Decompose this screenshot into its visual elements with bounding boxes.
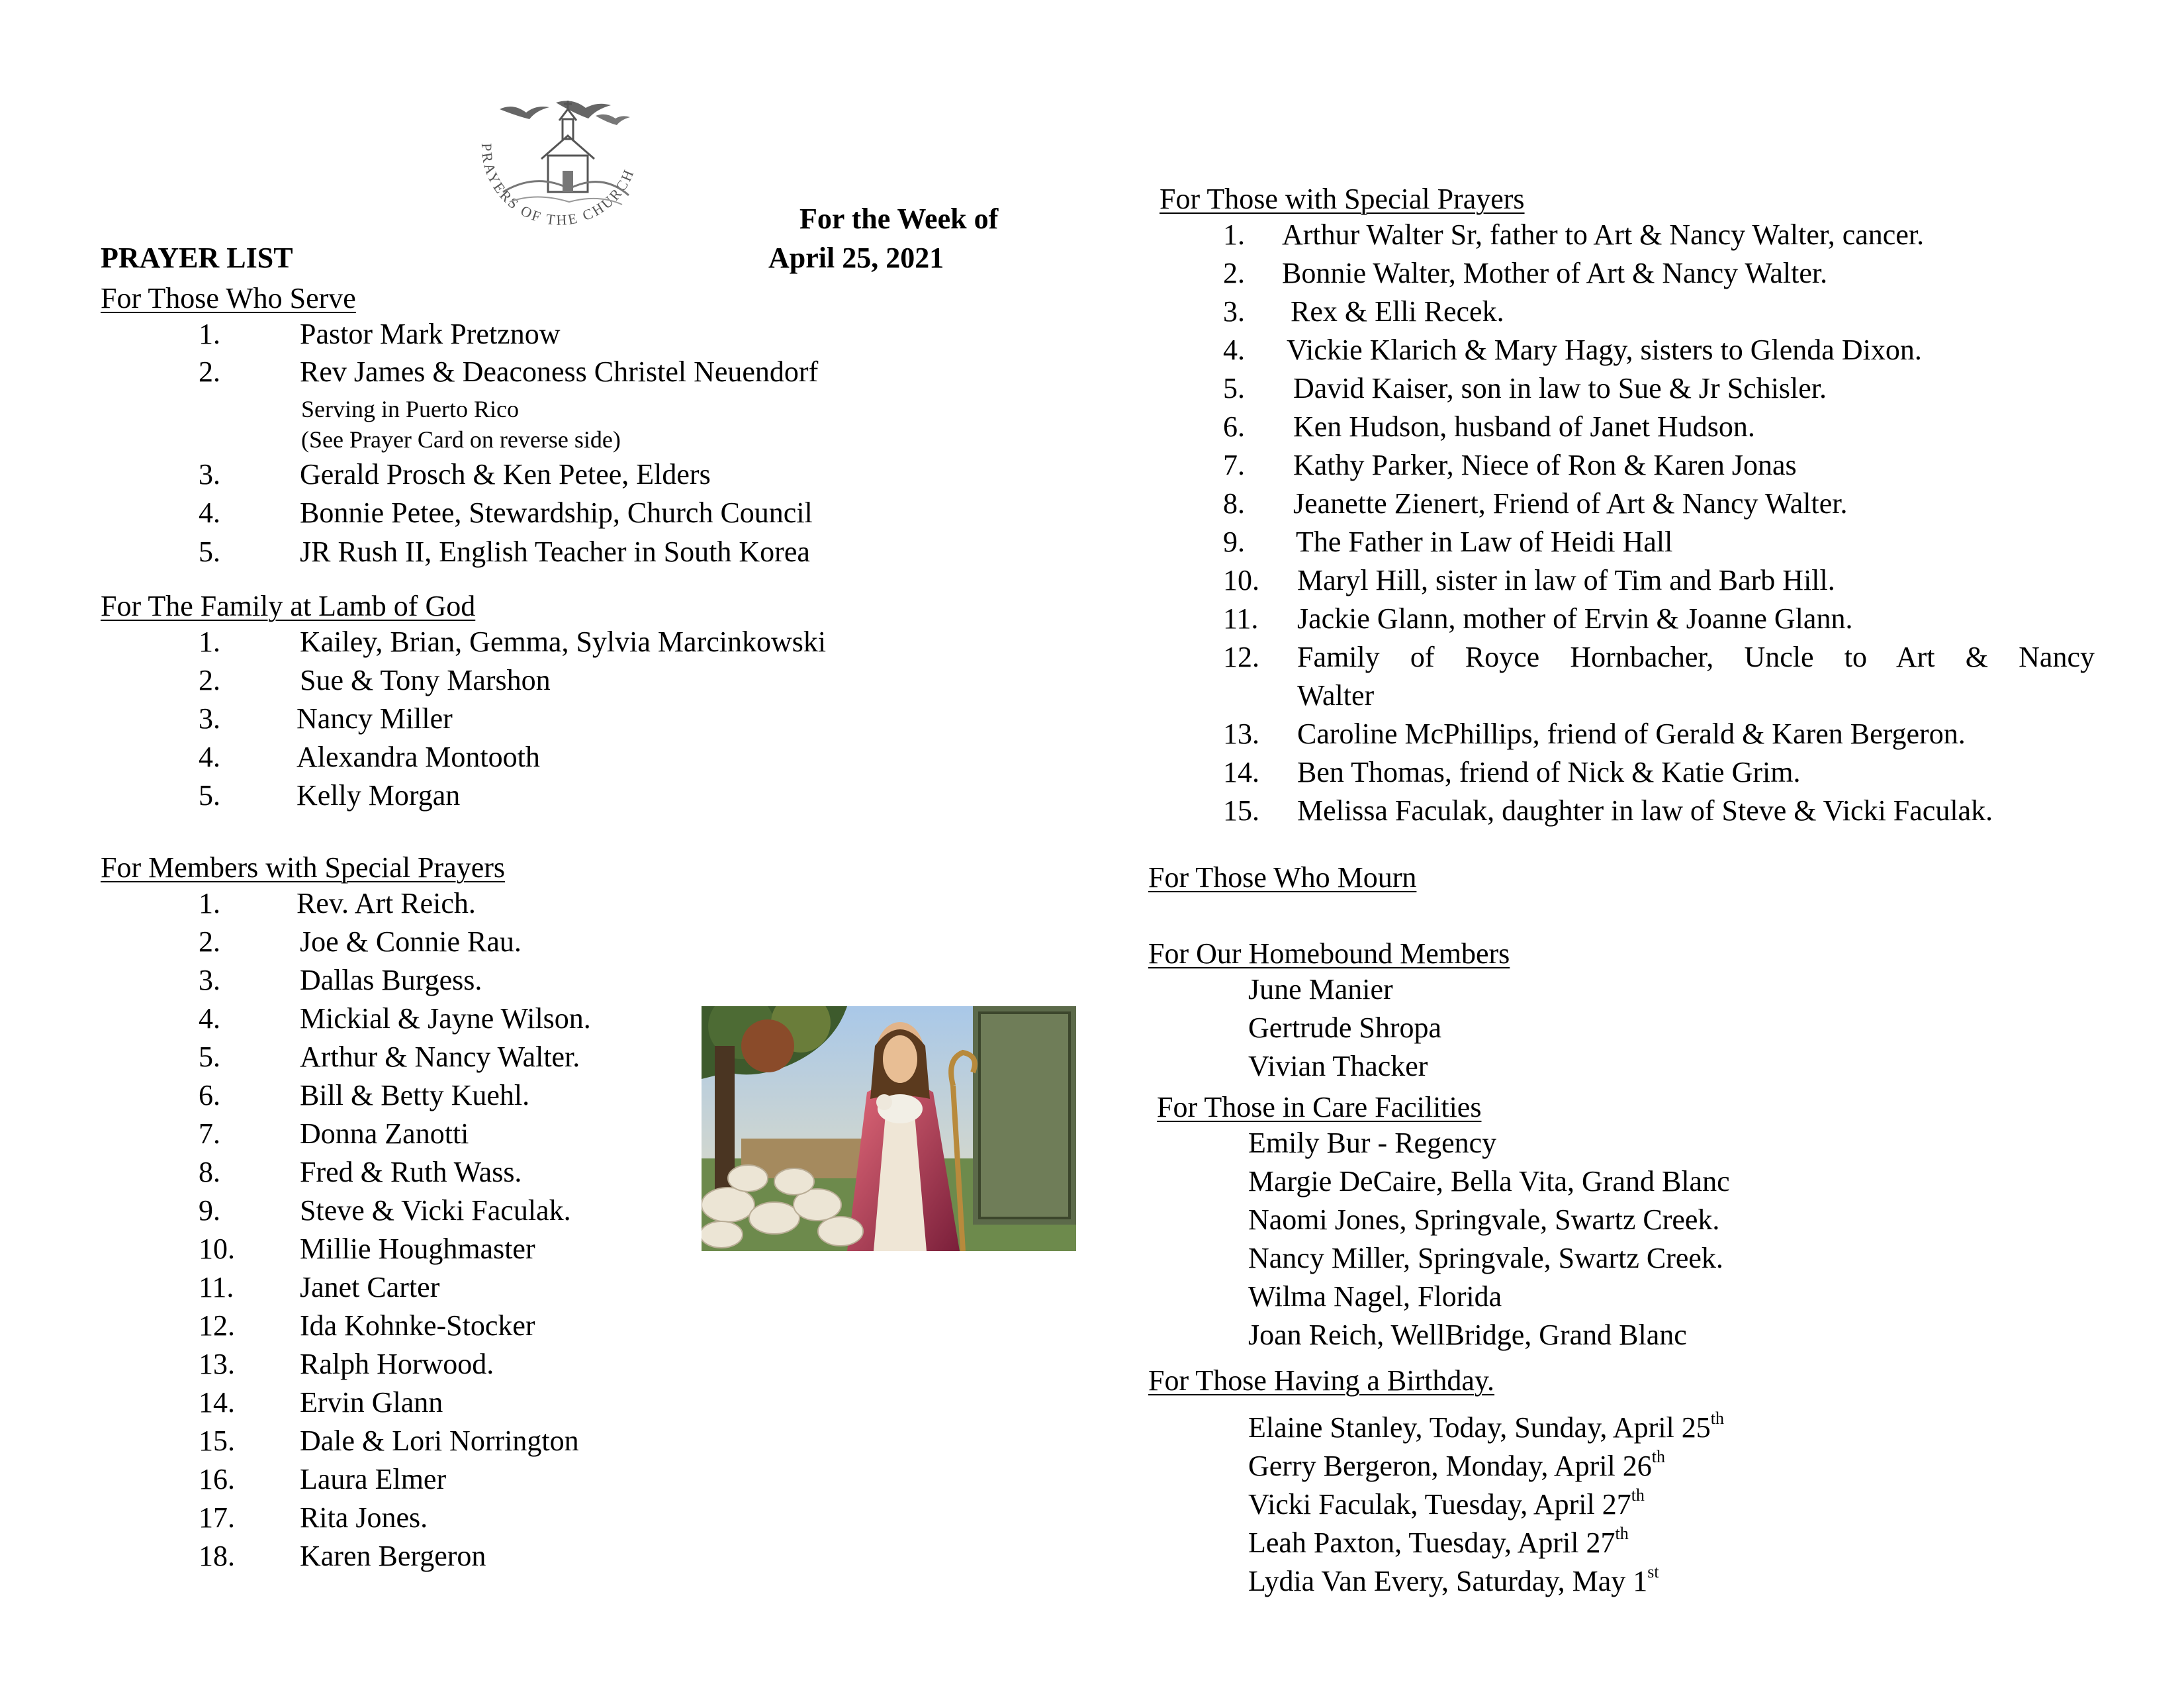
special-item: Melissa Faculak, daughter in law of Steve & Vicki Faculak. [1297, 794, 1993, 827]
members-num: 18. [199, 1540, 235, 1572]
ordinal-suffix: st [1647, 1562, 1659, 1581]
special-item: Jeanette Zienert, Friend of Art & Nancy Walter. [1293, 487, 1848, 520]
special-item: Jackie Glann, mother of Ervin & Joanne Glann. [1297, 602, 1853, 635]
members-num: 15. [199, 1425, 235, 1457]
ordinal-suffix: th [1651, 1447, 1666, 1466]
special-item: Rex & Elli Recek. [1291, 295, 1504, 328]
special-num: 8. [1223, 487, 1245, 520]
members-item: Fred & Ruth Wass. [300, 1156, 522, 1188]
family-num: 3. [199, 702, 220, 735]
special-item: Vickie Klarich & Mary Hagy, sisters to Glenda Dixon. [1287, 334, 1922, 366]
good-shepherd-image [702, 1006, 1076, 1251]
special-num: 9. [1223, 526, 1245, 558]
birthday-item: Vicki Faculak, Tuesday, April 27th [1248, 1485, 1645, 1521]
serve-item: Bonnie Petee, Stewardship, Church Council [300, 496, 813, 529]
care-item: Nancy Miller, Springvale, Swartz Creek. [1248, 1242, 1723, 1274]
special-num: 12. [1223, 641, 1259, 673]
family-num: 2. [199, 664, 220, 696]
week-label: For the Week of [799, 203, 999, 235]
special-heading: For Those with Special Prayers [1160, 183, 1525, 215]
special-item: Family of Royce Hornbacher, Uncle to Art & Nancy [1297, 641, 2095, 673]
members-item: Mickial & Jayne Wilson. [300, 1002, 591, 1035]
members-num: 8. [199, 1156, 220, 1188]
members-num: 12. [199, 1309, 235, 1342]
homebound-item: Vivian Thacker [1248, 1050, 1428, 1082]
family-num: 4. [199, 741, 220, 773]
members-item: Dale & Lori Norrington [300, 1425, 579, 1457]
special-num: 11. [1223, 602, 1259, 635]
care-item: Naomi Jones, Springvale, Swartz Creek. [1248, 1203, 1720, 1236]
prayers-of-the-church-seal [463, 93, 655, 258]
care-item: Emily Bur - Regency [1248, 1127, 1497, 1159]
members-item: Millie Houghmaster [300, 1233, 535, 1265]
family-heading: For The Family at Lamb of God [101, 590, 476, 622]
family-num: 1. [199, 626, 220, 658]
members-num: 16. [199, 1463, 235, 1495]
members-heading: For Members with Special Prayers [101, 851, 505, 884]
special-item: Bonnie Walter, Mother of Art & Nancy Walter. [1282, 257, 1828, 289]
birthday-item: Leah Paxton, Tuesday, April 27th [1248, 1524, 1629, 1559]
members-item: Ida Kohnke-Stocker [300, 1309, 535, 1342]
family-item: Kailey, Brian, Gemma, Sylvia Marcinkowski [300, 626, 827, 658]
homebound-heading: For Our Homebound Members [1148, 937, 1510, 970]
members-item: Ervin Glann [300, 1386, 443, 1419]
special-num: 4. [1223, 334, 1245, 366]
special-item: Arthur Walter Sr, father to Art & Nancy Walter, cancer. [1282, 218, 1925, 251]
care-item: Wilma Nagel, Florida [1248, 1280, 1502, 1313]
family-item: Kelly Morgan [296, 779, 461, 812]
members-num: 9. [199, 1194, 220, 1227]
family-item: Nancy Miller [296, 702, 453, 735]
members-item: Rev. Art Reich. [296, 887, 476, 919]
members-num: 10. [199, 1233, 235, 1265]
special-num: 3. [1223, 295, 1245, 328]
serve-item: Pastor Mark Pretznow [300, 318, 561, 350]
homebound-item: Gertrude Shropa [1248, 1011, 1442, 1044]
serve-note: (See Prayer Card on reverse side) [301, 426, 621, 453]
serve-heading: For Those Who Serve [101, 282, 356, 314]
members-item: Donna Zanotti [300, 1117, 469, 1150]
special-item: The Father in Law of Heidi Hall [1296, 526, 1673, 558]
members-num: 6. [199, 1079, 220, 1111]
special-item: David Kaiser, son in law to Sue & Jr Schisler. [1293, 372, 1827, 404]
members-num: 5. [199, 1041, 220, 1073]
members-item: Laura Elmer [300, 1463, 447, 1495]
family-item: Alexandra Montooth [296, 741, 540, 773]
birthday-heading: For Those Having a Birthday. [1148, 1364, 1495, 1397]
members-num: 1. [199, 887, 220, 919]
serve-num: 2. [199, 355, 220, 388]
members-item: Dallas Burgess. [300, 964, 482, 996]
special-num: 5. [1223, 372, 1245, 404]
members-item: Karen Bergeron [300, 1540, 486, 1572]
members-num: 7. [199, 1117, 220, 1150]
special-item: Ben Thomas, friend of Nick & Katie Grim. [1297, 756, 1801, 788]
special-item: Maryl Hill, sister in law of Tim and Barb Hill. [1297, 564, 1835, 596]
mourn-heading: For Those Who Mourn [1148, 861, 1417, 894]
birthday-item: Elaine Stanley, Today, Sunday, April 25th [1248, 1409, 1725, 1444]
care-item: Joan Reich, WellBridge, Grand Blanc [1248, 1319, 1687, 1351]
birthday-item: Lydia Van Every, Saturday, May 1st [1248, 1562, 1659, 1597]
ordinal-suffix: th [1631, 1485, 1645, 1505]
ordinal-suffix: th [1710, 1409, 1725, 1428]
special-num: 15. [1223, 794, 1259, 827]
members-item: Janet Carter [300, 1271, 440, 1303]
serve-item: Rev James & Deaconess Christel Neuendorf [300, 355, 819, 388]
members-num: 14. [199, 1386, 235, 1419]
birthday-item: Gerry Bergeron, Monday, April 26th [1248, 1447, 1666, 1482]
special-num: 13. [1223, 718, 1259, 750]
week-date: April 25, 2021 [768, 242, 944, 274]
special-item-cont: Walter [1297, 679, 1375, 712]
members-item: Steve & Vicki Faculak. [300, 1194, 571, 1227]
special-num: 14. [1223, 756, 1259, 788]
special-num: 2. [1223, 257, 1245, 289]
special-num: 7. [1223, 449, 1245, 481]
special-num: 1. [1223, 218, 1245, 251]
family-num: 5. [199, 779, 220, 812]
seal-text: PRAYERS OF THE CHURCH [478, 143, 638, 228]
serve-item: Gerald Prosch & Ken Petee, Elders [300, 458, 711, 491]
members-item: Arthur & Nancy Walter. [300, 1041, 580, 1073]
members-num: 17. [199, 1501, 235, 1534]
members-item: Rita Jones. [300, 1501, 428, 1534]
serve-num: 1. [199, 318, 220, 350]
serve-note: Serving in Puerto Rico [301, 396, 519, 422]
serve-num: 4. [199, 496, 220, 529]
page-title: PRAYER LIST [101, 242, 293, 274]
serve-num: 3. [199, 458, 220, 491]
special-item: Kathy Parker, Niece of Ron & Karen Jonas [1293, 449, 1797, 481]
members-item: Ralph Horwood. [300, 1348, 494, 1380]
members-num: 11. [199, 1271, 234, 1303]
homebound-item: June Manier [1248, 973, 1393, 1006]
special-item: Ken Hudson, husband of Janet Hudson. [1293, 410, 1755, 443]
special-num: 6. [1223, 410, 1245, 443]
special-num: 10. [1223, 564, 1259, 596]
special-item: Caroline McPhillips, friend of Gerald & Karen Bergeron. [1297, 718, 1966, 750]
serve-num: 5. [199, 536, 220, 568]
members-num: 3. [199, 964, 220, 996]
members-item: Bill & Betty Kuehl. [300, 1079, 530, 1111]
serve-item: JR Rush II, English Teacher in South Korea [300, 536, 810, 568]
care-heading: For Those in Care Facilities [1157, 1091, 1482, 1123]
family-item: Sue & Tony Marshon [300, 664, 551, 696]
members-num: 4. [199, 1002, 220, 1035]
members-num: 13. [199, 1348, 235, 1380]
members-item: Joe & Connie Rau. [300, 925, 522, 958]
care-item: Margie DeCaire, Bella Vita, Grand Blanc [1248, 1165, 1730, 1197]
ordinal-suffix: th [1615, 1524, 1629, 1543]
members-num: 2. [199, 925, 220, 958]
